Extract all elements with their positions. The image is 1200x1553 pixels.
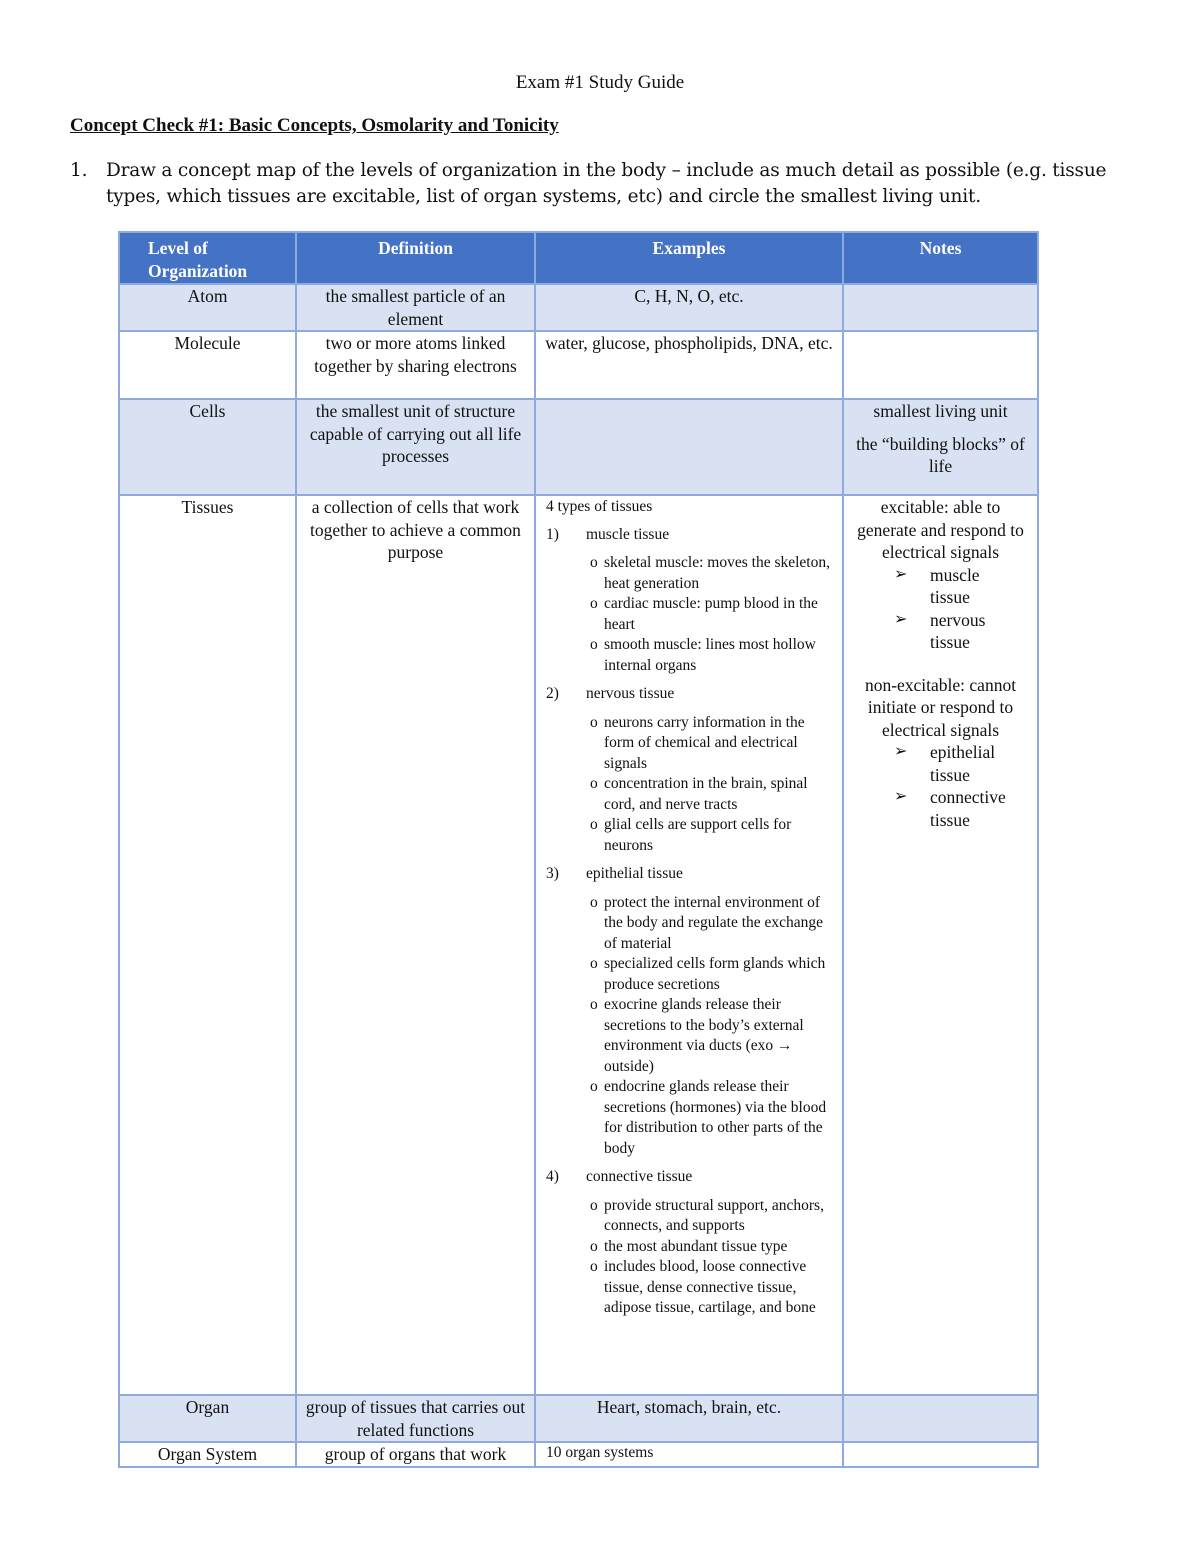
cell-notes-excitability: [843, 495, 1038, 1395]
arrow-list-text: connective tissue: [930, 787, 1006, 830]
tissue-type-name: muscle tissue: [586, 525, 670, 543]
header-definition: Definition: [296, 232, 535, 284]
nonexcitable-list: [850, 741, 1031, 831]
tissue-detail-text: skeletal muscle: moves the skeleton, heat generation: [604, 554, 830, 592]
sub-bullet-icon: o: [590, 1237, 598, 1255]
arrow-bullet-icon: ➢: [894, 743, 908, 760]
tissue-type-number: 2): [546, 685, 559, 702]
cell-definition: a collection of cells that work together to achieve a common purpose: [296, 495, 535, 1395]
cell-examples: Heart, stomach, brain, etc.: [535, 1395, 843, 1442]
tissue-detail-item: [590, 815, 836, 856]
sub-bullet-icon: o: [590, 775, 598, 792]
table-header-row: [119, 232, 1038, 284]
arrow-bullet-icon: ➢: [894, 788, 908, 805]
cell-definition: the smallest unit of structure capable of carrying out all life processes: [296, 399, 535, 495]
tissue-type-item: [546, 525, 836, 546]
tissue-type-name: nervous tissue: [586, 685, 675, 702]
tissue-type-item: [546, 1167, 836, 1188]
arrow-list-text: epithelial tissue: [930, 742, 996, 785]
tissue-detail-item: [590, 1077, 836, 1159]
notes-excitable: excitable: able to generate and respond to electrical signals: [857, 497, 1024, 562]
arrow-list-item: [894, 564, 1031, 609]
sub-bullet-icon: o: [590, 595, 598, 612]
tissue-detail-text: exocrine glands release their secretions to the body’s external environment via ducts (exo → outside): [604, 996, 804, 1075]
table-row: [119, 331, 1038, 399]
tissue-detail-list: [542, 1196, 836, 1319]
tissue-detail-text: protect the internal environment of the body and regulate the exchange of material: [604, 893, 824, 952]
header-level: Level of Organization: [119, 232, 296, 284]
tissue-detail-item: [590, 1237, 836, 1258]
question-text: Draw a concept map of the levels of organization in the body – include as much detail as possible (e.g. tissue types, which tissues are excitable, list of organ systems, etc) and circle the smallest living unit.: [106, 160, 1107, 207]
tissue-detail-text: smooth muscle: lines most hollow internal organs: [604, 636, 816, 674]
tissue-detail-text: specialized cells form glands which produce secretions: [604, 955, 826, 993]
cell-level: Organ: [119, 1395, 296, 1442]
cell-level: Molecule: [119, 331, 296, 399]
table-row: [119, 1395, 1038, 1442]
section-heading: Concept Check #1: Basic Concepts, Osmolarity and Tonicity: [70, 115, 559, 136]
tissue-detail-item: [590, 594, 836, 635]
cell-examples: [535, 399, 843, 495]
sub-bullet-icon: o: [590, 816, 598, 833]
cell-notes: [843, 331, 1038, 399]
tissue-detail-item: [590, 1196, 836, 1237]
tissue-type-number: 1): [546, 525, 559, 543]
excitable-list: [850, 564, 1031, 654]
tissue-type-item: [546, 684, 836, 705]
tissue-detail-text: endocrine glands release their secretions (hormones) via the blood for distribution to other parts of the body: [604, 1078, 827, 1157]
tissue-detail-item: [590, 635, 836, 676]
tissue-detail-item: [590, 995, 836, 1077]
sub-bullet-icon: o: [590, 1078, 598, 1095]
tissue-type-name: epithelial tissue: [586, 865, 683, 882]
page-title: Exam #1 Study Guide: [515, 72, 685, 93]
tissue-detail-list: [542, 713, 836, 857]
cell-examples: C, H, N, O, etc.: [535, 284, 843, 331]
tissue-detail-item: [590, 553, 836, 594]
tissue-detail-item: [590, 893, 836, 955]
tissue-detail-list: [542, 553, 836, 676]
sub-bullet-icon: o: [590, 955, 598, 972]
cell-level: Organ System: [119, 1442, 296, 1467]
sub-bullet-icon: o: [590, 1196, 598, 1214]
tissue-detail-text: cardiac muscle: pump blood in the heart: [604, 595, 818, 633]
header-notes: Notes: [843, 232, 1038, 284]
tissue-detail-text: neurons carry information in the form of chemical and electrical signals: [604, 713, 805, 772]
sub-bullet-icon: o: [590, 554, 598, 571]
tissue-types-list: [542, 525, 836, 1319]
question-number: 1.: [70, 160, 88, 181]
tissue-detail-list: [542, 893, 836, 1160]
tissue-detail-item: [590, 1257, 836, 1319]
tissue-type-name: connective tissue: [586, 1168, 693, 1185]
cell-notes: [843, 1442, 1038, 1467]
tissue-detail-text: glial cells are support cells for neurons: [604, 816, 792, 854]
arrow-list-item: [894, 786, 1031, 831]
levels-of-organization-table: [118, 231, 1039, 1468]
arrow-list-text: muscle tissue: [930, 564, 980, 607]
tissue-type-number: 4): [546, 1168, 559, 1185]
arrow-list-text: nervous tissue: [930, 609, 986, 652]
sub-bullet-icon: o: [590, 893, 598, 911]
tissue-detail-item: [590, 774, 836, 815]
notes-building-blocks: the “building blocks” of life: [856, 433, 1025, 476]
table-row: [119, 399, 1038, 495]
cell-examples: 10 organ systems: [535, 1442, 843, 1467]
tissue-detail-text: concentration in the brain, spinal cord, and nerve tracts: [604, 775, 808, 813]
cell-examples-tissue-types: [535, 495, 843, 1395]
tissue-detail-item: [590, 954, 836, 995]
arrow-list-item: [894, 741, 1031, 786]
sub-bullet-icon: o: [590, 713, 598, 731]
cell-level: Atom: [119, 284, 296, 331]
table-row: [119, 1442, 1038, 1467]
notes-nonexcitable: non-excitable: cannot initiate or respond to electrical signals: [864, 674, 1017, 740]
table-row-tissues: [119, 495, 1038, 1395]
cell-examples: water, glucose, phospholipids, DNA, etc.: [535, 331, 843, 399]
cell-definition: group of tissues that carries out related functions: [296, 1395, 535, 1442]
arrow-list-item: [894, 609, 1031, 654]
cell-definition: two or more atoms linked together by sharing electrons: [296, 331, 535, 399]
cell-notes: [843, 284, 1038, 331]
cell-notes: [843, 399, 1038, 495]
cell-notes: [843, 1395, 1038, 1442]
header-examples: Examples: [535, 232, 843, 284]
sub-bullet-icon: o: [590, 636, 598, 653]
tissue-detail-text: the most abundant tissue type: [604, 1237, 788, 1255]
arrow-bullet-icon: ➢: [894, 610, 908, 628]
tissue-detail-text: includes blood, loose connective tissue, dense connective tissue, adipose tissue, cartilage, and bone: [604, 1258, 816, 1316]
table-row: [119, 284, 1038, 331]
cell-level: Cells: [119, 399, 296, 495]
tissue-type-item: [546, 864, 836, 885]
sub-bullet-icon: o: [590, 996, 598, 1013]
arrow-bullet-icon: ➢: [894, 565, 908, 583]
notes-smallest-living-unit: smallest living unit: [873, 401, 1008, 421]
tissue-types-intro: 4 types of tissues: [546, 498, 653, 515]
sub-bullet-icon: o: [590, 1258, 598, 1275]
tissue-detail-item: [590, 713, 836, 775]
cell-definition: the smallest particle of an element: [296, 284, 535, 331]
tissue-detail-text: provide structural support, anchors, connects, and supports: [604, 1196, 824, 1234]
tissue-type-number: 3): [546, 865, 559, 882]
cell-level: Tissues: [119, 495, 296, 1395]
cell-definition: group of organs that work: [296, 1442, 535, 1467]
